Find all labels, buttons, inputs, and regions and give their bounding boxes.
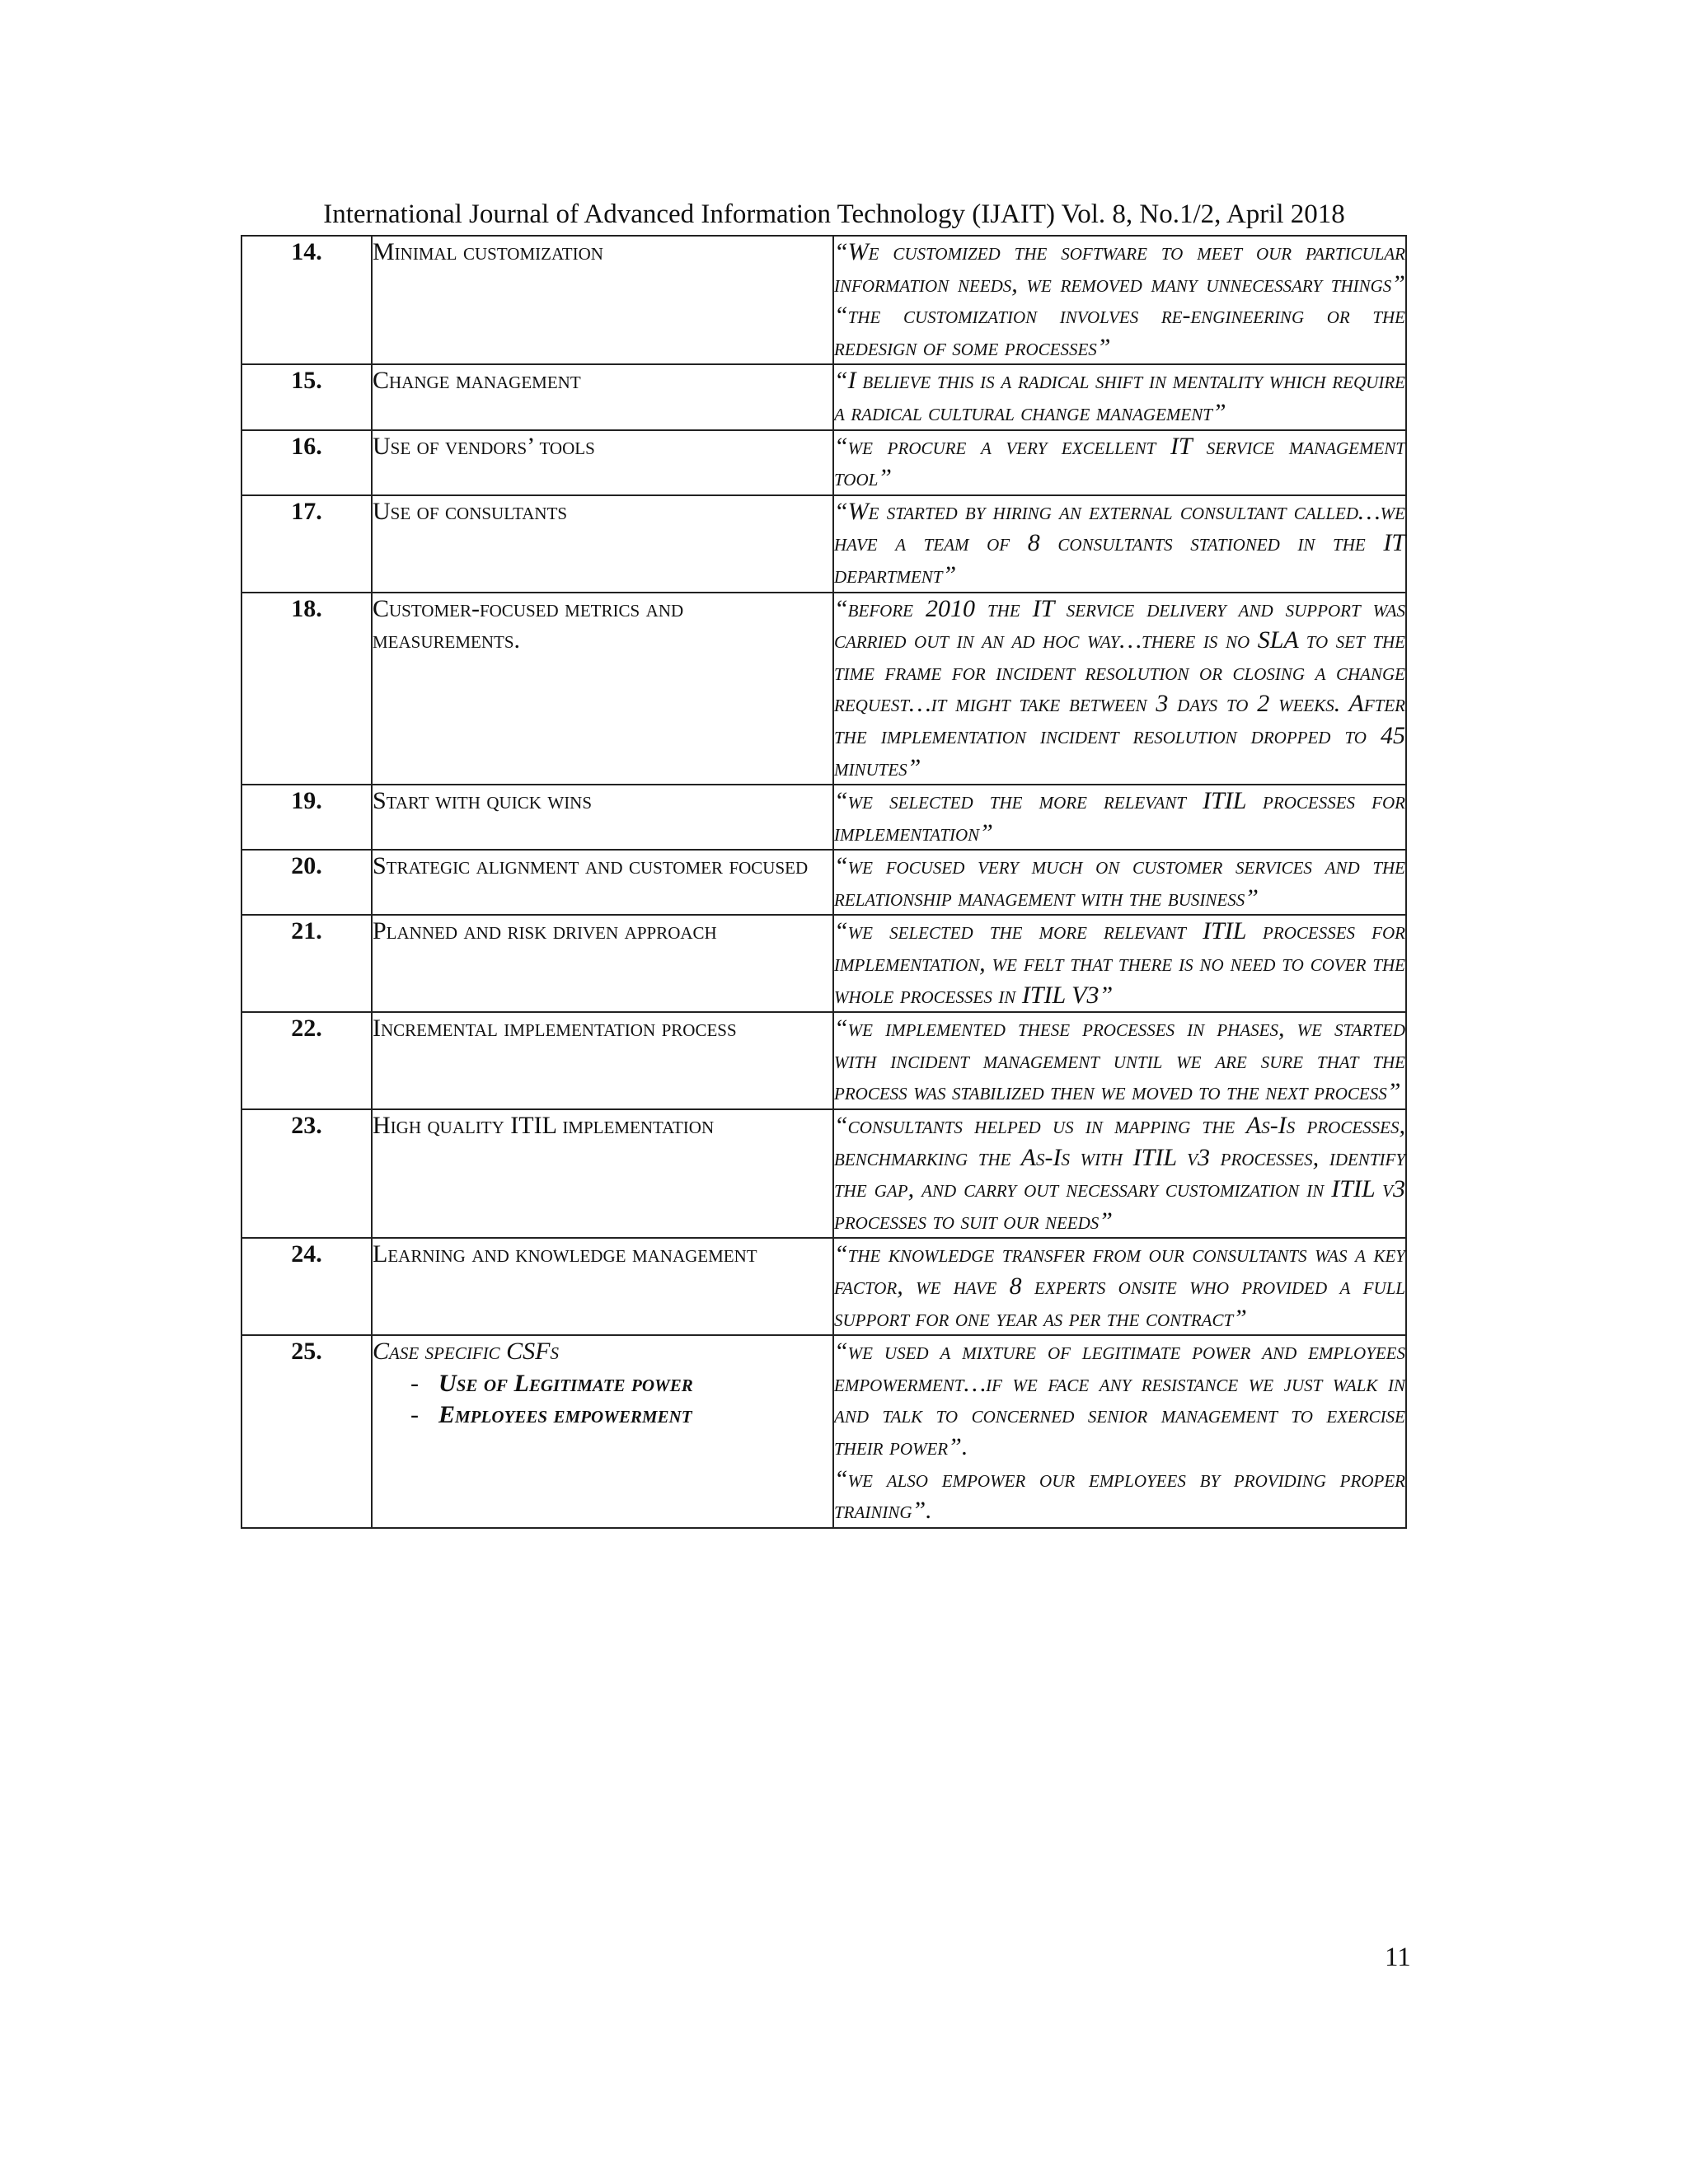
list-dash: - bbox=[410, 1369, 419, 1397]
csf-name-cell bbox=[372, 364, 833, 429]
csf-table bbox=[241, 235, 1407, 1529]
quote-text: “we selected the more relevant ITIL processes for implementation” bbox=[834, 787, 1405, 846]
csf-name: Planned and risk driven approach bbox=[373, 917, 717, 945]
page-number: 11 bbox=[1385, 1943, 1411, 1972]
csf-name: Use of vendors’ tools bbox=[373, 432, 595, 460]
csf-sub-item bbox=[373, 1368, 832, 1400]
row-number: 20. bbox=[241, 850, 372, 915]
csf-name-cell bbox=[372, 1109, 833, 1238]
csf-name: Use of consultants bbox=[373, 497, 568, 525]
csf-name-cell bbox=[372, 1012, 833, 1109]
quote-cell bbox=[833, 430, 1406, 495]
quote-text: “I believe this is a radical shift in mentality which require a radical cultural change management” bbox=[834, 367, 1405, 426]
row-number: 14. bbox=[241, 236, 372, 364]
row-number: 15. bbox=[241, 364, 372, 429]
csf-name-cell bbox=[372, 1335, 833, 1528]
quote-text: “we focused very much on customer services and the relationship management with the business” bbox=[834, 852, 1405, 912]
quote-cell bbox=[833, 850, 1406, 915]
quote-text: “we also empower our employees by providing proper training”. bbox=[834, 1465, 1405, 1525]
row-number: 16. bbox=[241, 430, 372, 495]
quote-cell bbox=[833, 785, 1406, 850]
quote-cell bbox=[833, 1012, 1406, 1109]
csf-name-cell bbox=[372, 236, 833, 364]
table-row bbox=[241, 364, 1406, 429]
table-row bbox=[241, 1012, 1406, 1109]
csf-name-cell bbox=[372, 785, 833, 850]
row-number: 19. bbox=[241, 785, 372, 850]
table-row bbox=[241, 915, 1406, 1012]
row-number: 25. bbox=[241, 1335, 372, 1528]
quote-cell bbox=[833, 593, 1406, 785]
table-row bbox=[241, 430, 1406, 495]
quote-text: “we used a mixture of legitimate power and employees empowerment…if we face any resistance we just walk in and talk to concerned senior management to exercise their power”. bbox=[834, 1338, 1405, 1460]
row-number: 18. bbox=[241, 593, 372, 785]
table-row bbox=[241, 236, 1406, 364]
csf-name: Customer-focused metrics and measurements. bbox=[373, 594, 684, 654]
quote-text: “before 2010 the IT service delivery and support was carried out in an ad hoc way…there is no SLA to set the time frame for incident resolution or closing a change request…it might take between 3 days to 2 weeks. After the implementation incident resolution dropped to 45 minutes” bbox=[834, 594, 1405, 781]
table-row bbox=[241, 1335, 1406, 1528]
quote-text: “we selected the more relevant ITIL processes for implementation, we felt that there is no need to cover the whole processes in ITIL V3” bbox=[834, 917, 1405, 1009]
quote-text: “we procure a very excellent IT service management tool” bbox=[834, 432, 1405, 492]
quote-text: “We customized the software to meet our particular information needs, we removed many unnecessary things” “the customization involves re-engineering or the redesign of some processes” bbox=[834, 238, 1405, 361]
csf-name: Change management bbox=[373, 367, 581, 395]
row-number: 17. bbox=[241, 495, 372, 593]
csf-name: Case specific CSFs bbox=[373, 1338, 559, 1366]
csf-sub-item bbox=[373, 1399, 832, 1432]
csf-sub-item-text: Use of Legitimate power bbox=[438, 1369, 693, 1397]
quote-text: “the knowledge transfer from our consultants was a key factor, we have 8 experts onsite who provided a full support for one year as per the contract” bbox=[834, 1240, 1405, 1332]
quote-cell bbox=[833, 364, 1406, 429]
csf-name: Learning and knowledge management bbox=[373, 1240, 757, 1268]
row-number: 21. bbox=[241, 915, 372, 1012]
csf-name-cell bbox=[372, 495, 833, 593]
csf-name-cell bbox=[372, 915, 833, 1012]
quote-cell bbox=[833, 1238, 1406, 1335]
quote-cell bbox=[833, 236, 1406, 364]
csf-sub-list bbox=[373, 1368, 832, 1432]
csf-name: Start with quick wins bbox=[373, 787, 593, 815]
table-row bbox=[241, 1238, 1406, 1335]
csf-name-cell bbox=[372, 430, 833, 495]
quote-cell bbox=[833, 915, 1406, 1012]
csf-name-cell bbox=[372, 850, 833, 915]
row-number: 22. bbox=[241, 1012, 372, 1109]
quote-cell bbox=[833, 495, 1406, 593]
quote-text: “we implemented these processes in phases, we started with incident management until we are sure that the process was stabilized then we moved to the next process” bbox=[834, 1015, 1405, 1106]
table-row bbox=[241, 785, 1406, 850]
table-row bbox=[241, 495, 1406, 593]
table-row bbox=[241, 1109, 1406, 1238]
csf-table-body bbox=[241, 236, 1406, 1528]
list-dash: - bbox=[410, 1401, 419, 1429]
quote-text: “consultants helped us in mapping the As-Is processes, benchmarking the As-Is with ITIL v3 processes, identify the gap, and carry out necessary customization in ITIL v3 processes to suit our needs” bbox=[834, 1112, 1405, 1235]
table-row bbox=[241, 593, 1406, 785]
quote-cell bbox=[833, 1335, 1406, 1528]
row-number: 24. bbox=[241, 1238, 372, 1335]
table-row bbox=[241, 850, 1406, 915]
quote-text: “We started by hiring an external consultant called…we have a team of 8 consultants stationed in the IT department” bbox=[834, 497, 1405, 588]
csf-name: High quality ITIL implementation bbox=[373, 1112, 715, 1140]
csf-name-cell bbox=[372, 1238, 833, 1335]
csf-name: Minimal customization bbox=[373, 238, 603, 265]
csf-name: Incremental implementation process bbox=[373, 1015, 737, 1043]
row-number: 23. bbox=[241, 1109, 372, 1238]
quote-cell bbox=[833, 1109, 1406, 1238]
journal-header: International Journal of Advanced Information Technology (IJAIT) Vol. 8, No.1/2, April 2018 bbox=[323, 199, 1345, 229]
csf-name-cell bbox=[372, 593, 833, 785]
csf-name: Strategic alignment and customer focused bbox=[373, 852, 809, 880]
csf-sub-item-text: Employees empowerment bbox=[438, 1401, 692, 1429]
